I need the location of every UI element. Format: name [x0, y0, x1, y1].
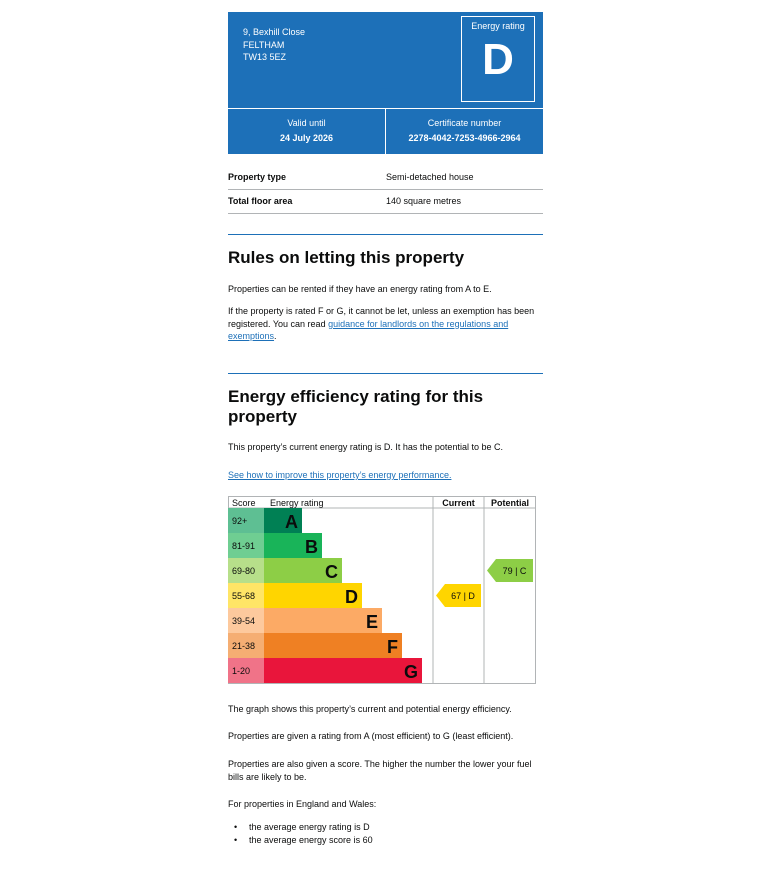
property-type-value: Semi-detached house — [386, 172, 474, 182]
rating-band-letter: D — [345, 587, 358, 607]
score-range-label: 39-54 — [232, 616, 256, 626]
potential-column-header: Potential — [490, 498, 530, 508]
list-item: • the average energy score is 60 — [234, 834, 373, 847]
address-line: FELTHAM — [243, 39, 285, 50]
property-type-row — [228, 166, 543, 190]
rating-band-bar — [264, 608, 382, 633]
letting-heading: Rules on letting this property — [228, 248, 465, 267]
averages-list — [234, 821, 373, 847]
current-column-header: Current — [442, 498, 475, 508]
efficiency-intro: This property’s current energy rating is D. It has the potential to be C. — [228, 442, 503, 452]
floor-area-row — [228, 190, 543, 214]
improve-performance-link[interactable]: See how to improve this property’s energy performance. — [228, 470, 452, 480]
rating-band-letter: G — [403, 662, 418, 682]
rating-band-bar — [264, 633, 402, 658]
efficiency-heading: Energy efficiency rating for this property — [228, 387, 484, 426]
energy-rating-label: Energy rating — [471, 21, 525, 31]
rating-band-letter: C — [325, 562, 338, 582]
energy-rating-box — [461, 16, 535, 102]
property-address — [243, 26, 305, 64]
england-wales-label: For properties in England and Wales: — [228, 799, 377, 809]
certificate-number-cell — [385, 109, 543, 154]
section-divider — [228, 234, 543, 235]
address-line: 9, Bexhill Close — [243, 27, 306, 37]
rating-band-letter: B — [305, 537, 318, 557]
certificate-number-label: Certificate number — [427, 118, 502, 128]
score-range-label: 55-68 — [232, 591, 256, 601]
certificate-number-value: 2278-4042-7253-4966-2964 — [408, 133, 521, 143]
certificate-header — [228, 14, 543, 108]
score-range-label: 21-38 — [232, 641, 256, 651]
graph-explanation: The graph shows this property’s current and potential energy efficiency. — [228, 704, 512, 714]
potential-rating-score-label: 79 | C — [502, 566, 527, 576]
score-range-label: 69-80 — [232, 566, 256, 576]
rating-column-header: Energy rating — [270, 498, 324, 508]
rating-band-bar — [264, 658, 422, 683]
current-rating-score-label: 67 | D — [451, 591, 475, 601]
rating-band-letter: F — [387, 637, 398, 657]
score-explanation: Properties are also given a score. The higher the number the lower your fuel bills are likely to be. — [228, 759, 532, 782]
score-range-label: 1-20 — [232, 666, 251, 676]
letting-exemption-paragraph — [228, 305, 543, 343]
rating-explanation: Properties are given a rating from A (most efficient) to G (least efficient). — [228, 731, 514, 741]
address-line: TW13 5EZ — [243, 52, 287, 62]
score-column-header: Score — [232, 498, 256, 508]
valid-until-label: Valid until — [287, 118, 326, 128]
score-range-label: 92+ — [232, 516, 248, 526]
rating-band-letter: E — [365, 612, 378, 632]
section-divider — [228, 373, 543, 374]
floor-area-value: 140 square metres — [386, 196, 462, 206]
valid-until-value: 24 July 2026 — [279, 133, 334, 143]
list-item: • the average energy rating is D — [234, 821, 373, 834]
letting-paragraph: Properties can be rented if they have an energy rating from A to E. — [228, 284, 492, 294]
valid-until-cell — [228, 109, 385, 154]
energy-rating-letter: D — [482, 35, 514, 84]
rating-band-letter: A — [285, 512, 298, 532]
certificate-meta — [228, 109, 543, 154]
improve-paragraph — [228, 469, 543, 482]
property-type-label: Property type — [228, 172, 287, 182]
letting-text: If the property is rated F or G, it cannot be let, unless an exemption has been registered. You can read — [228, 306, 535, 329]
floor-area-label: Total floor area — [228, 196, 293, 206]
landlord-guidance-link[interactable]: guidance for landlords on the regulations and exemptions — [228, 318, 509, 341]
energy-rating-chart — [228, 496, 536, 684]
letting-text-end: . — [274, 331, 277, 341]
score-range-label: 81-91 — [232, 541, 256, 551]
